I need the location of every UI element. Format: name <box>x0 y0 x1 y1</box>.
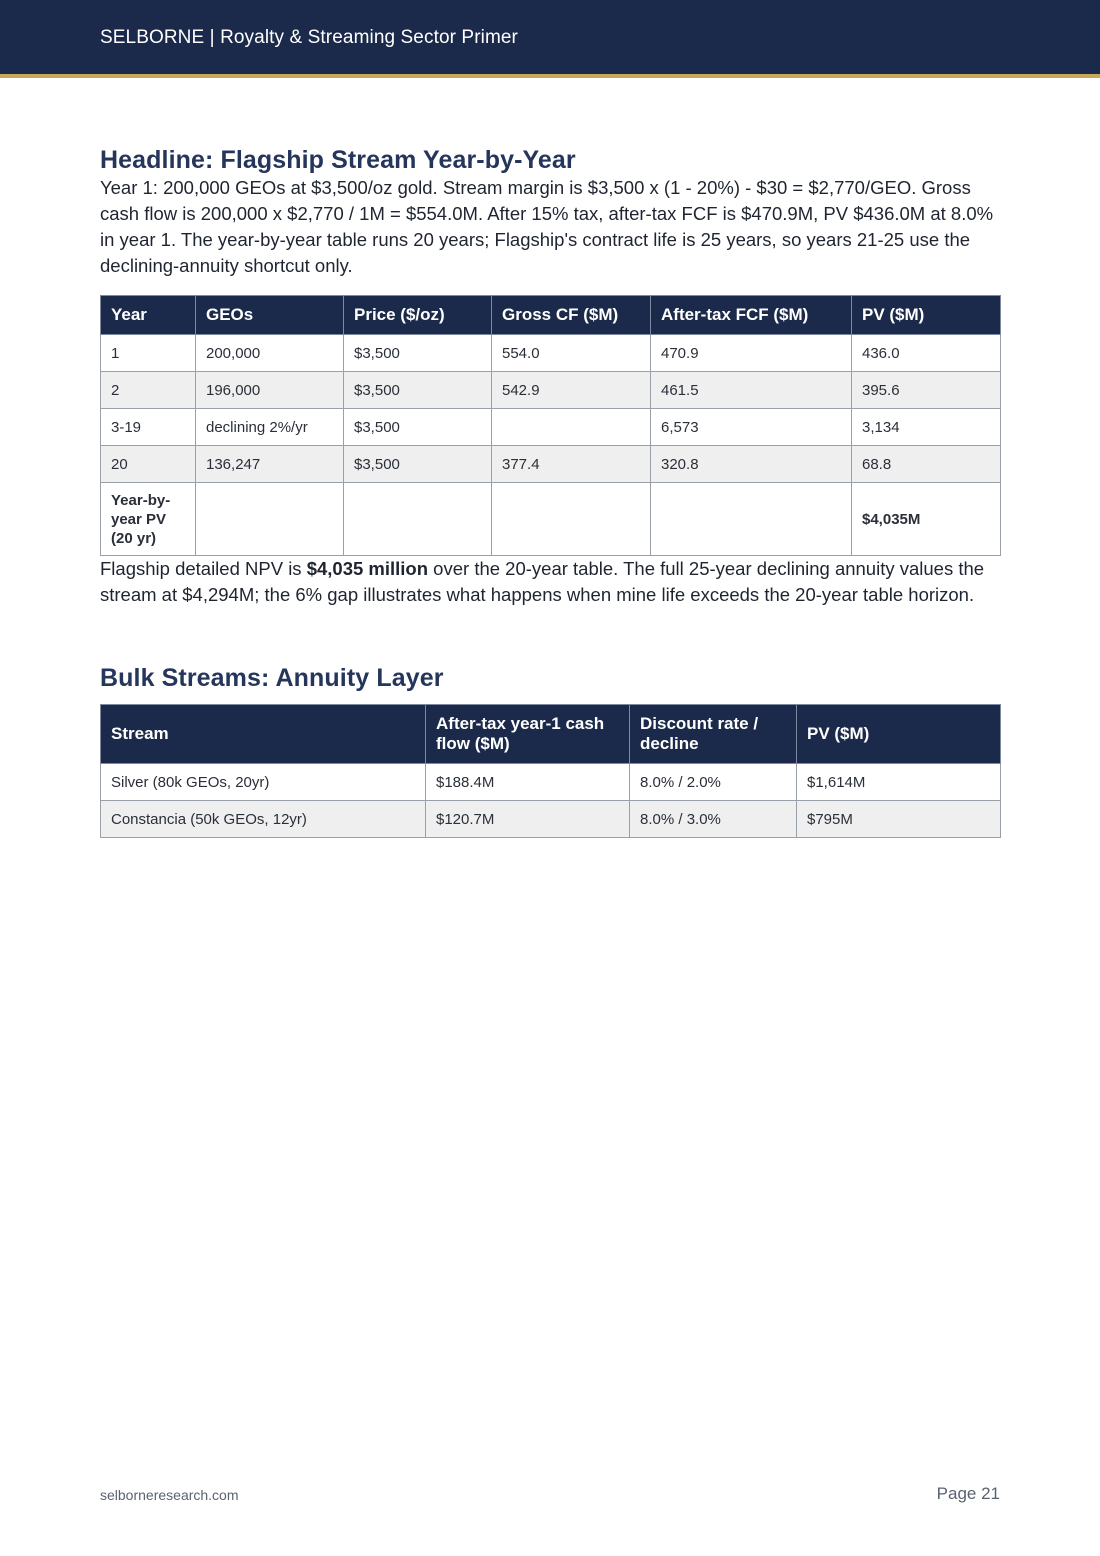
cell-gross-cf: 542.9 <box>492 372 651 409</box>
flagship-year-table <box>100 295 1001 556</box>
cell-gross-cf: 554.0 <box>492 335 651 372</box>
cell-cash-flow: $120.7M <box>426 801 630 838</box>
cell-price: $3,500 <box>344 335 492 372</box>
total-value: $4,035M <box>852 483 1001 556</box>
flagship-intro-paragraph: Year 1: 200,000 GEOs at $3,500/oz gold. Stream margin is $3,500 x (1 - 20%) - $30 = $2,770/GEO. Gross cash flow is 200,000 x $2,770 / 1M = $554.0M. After 15% tax, after-tax FCF is $470.9M, PV $436.0M at 8.0% in year 1. The year-by-year table runs 20 years; Flagship's contract life is 25 years, so years 21-25 use the declining-annuity shortcut only. <box>100 177 994 276</box>
section-heading-bulk-streams: Bulk Streams: Annuity Layer <box>100 664 444 692</box>
col-header-stream: Stream <box>101 705 426 764</box>
header-title: SELBORNE | Royalty & Streaming Sector Primer <box>100 27 518 48</box>
npv-text-post: over the 20-year table. The full 25-year declining annuity values the stream at $4,294M; the 6% gap illustrates what happens when mine life exceeds the 20-year table horizon. <box>100 558 985 605</box>
footer-website: selborneresearch.com <box>100 1487 239 1503</box>
cell-after-tax-fcf: 470.9 <box>651 335 852 372</box>
cell-geos: 136,247 <box>196 446 344 483</box>
table-total-row <box>101 483 1001 556</box>
cell-year: 1 <box>101 335 196 372</box>
cell-year: 2 <box>101 372 196 409</box>
cell-geos: declining 2%/yr <box>196 409 344 446</box>
empty-cell <box>196 483 344 556</box>
col-header-discount-rate: Discount rate / decline <box>630 705 797 764</box>
cell-year: 3-19 <box>101 409 196 446</box>
empty-cell <box>344 483 492 556</box>
empty-cell <box>492 483 651 556</box>
npv-highlight: $4,035 million <box>306 558 429 579</box>
cell-cash-flow: $188.4M <box>426 764 630 801</box>
table-row <box>101 801 1001 838</box>
col-header-geos: GEOs <box>196 296 344 335</box>
cell-year: 20 <box>101 446 196 483</box>
col-header-after-tax-cash-flow: After-tax year-1 cash flow ($M) <box>426 705 630 764</box>
cell-pv: $795M <box>797 801 1001 838</box>
table-row <box>101 409 1001 446</box>
cell-geos: 200,000 <box>196 335 344 372</box>
cell-stream: Constancia (50k GEOs, 12yr) <box>101 801 426 838</box>
col-header-pv: PV ($M) <box>852 296 1001 335</box>
cell-gross-cf <box>492 409 651 446</box>
col-header-gross-cf: Gross CF ($M) <box>492 296 651 335</box>
table-row <box>101 764 1001 801</box>
bulk-streams-table <box>100 704 1001 838</box>
section-heading-flagship: Headline: Flagship Stream Year-by-Year <box>100 146 576 174</box>
empty-cell <box>651 483 852 556</box>
table-header-row <box>101 705 1001 764</box>
table-header-row <box>101 296 1001 335</box>
col-header-year: Year <box>101 296 196 335</box>
cell-pv: 395.6 <box>852 372 1001 409</box>
table-row <box>101 372 1001 409</box>
footer-page-number: Page 21 <box>936 1484 1000 1503</box>
col-header-after-tax-fcf: After-tax FCF ($M) <box>651 296 852 335</box>
cell-price: $3,500 <box>344 446 492 483</box>
table-row <box>101 335 1001 372</box>
cell-gross-cf: 377.4 <box>492 446 651 483</box>
cell-discount-rate: 8.0% / 2.0% <box>630 764 797 801</box>
total-label: Year-by-year PV (20 yr) <box>101 483 196 556</box>
col-header-pv: PV ($M) <box>797 705 1001 764</box>
npv-text-pre: Flagship detailed NPV is <box>100 558 307 579</box>
flagship-npv-paragraph <box>100 556 1000 608</box>
cell-after-tax-fcf: 461.5 <box>651 372 852 409</box>
col-header-price: Price ($/oz) <box>344 296 492 335</box>
cell-discount-rate: 8.0% / 3.0% <box>630 801 797 838</box>
cell-pv: 436.0 <box>852 335 1001 372</box>
cell-pv: $1,614M <box>797 764 1001 801</box>
table-row <box>101 446 1001 483</box>
cell-stream: Silver (80k GEOs, 20yr) <box>101 764 426 801</box>
page-header <box>0 0 1100 78</box>
cell-after-tax-fcf: 6,573 <box>651 409 852 446</box>
cell-geos: 196,000 <box>196 372 344 409</box>
page-content <box>100 146 1000 838</box>
cell-price: $3,500 <box>344 409 492 446</box>
cell-pv: 3,134 <box>852 409 1001 446</box>
cell-price: $3,500 <box>344 372 492 409</box>
cell-pv: 68.8 <box>852 446 1001 483</box>
cell-after-tax-fcf: 320.8 <box>651 446 852 483</box>
